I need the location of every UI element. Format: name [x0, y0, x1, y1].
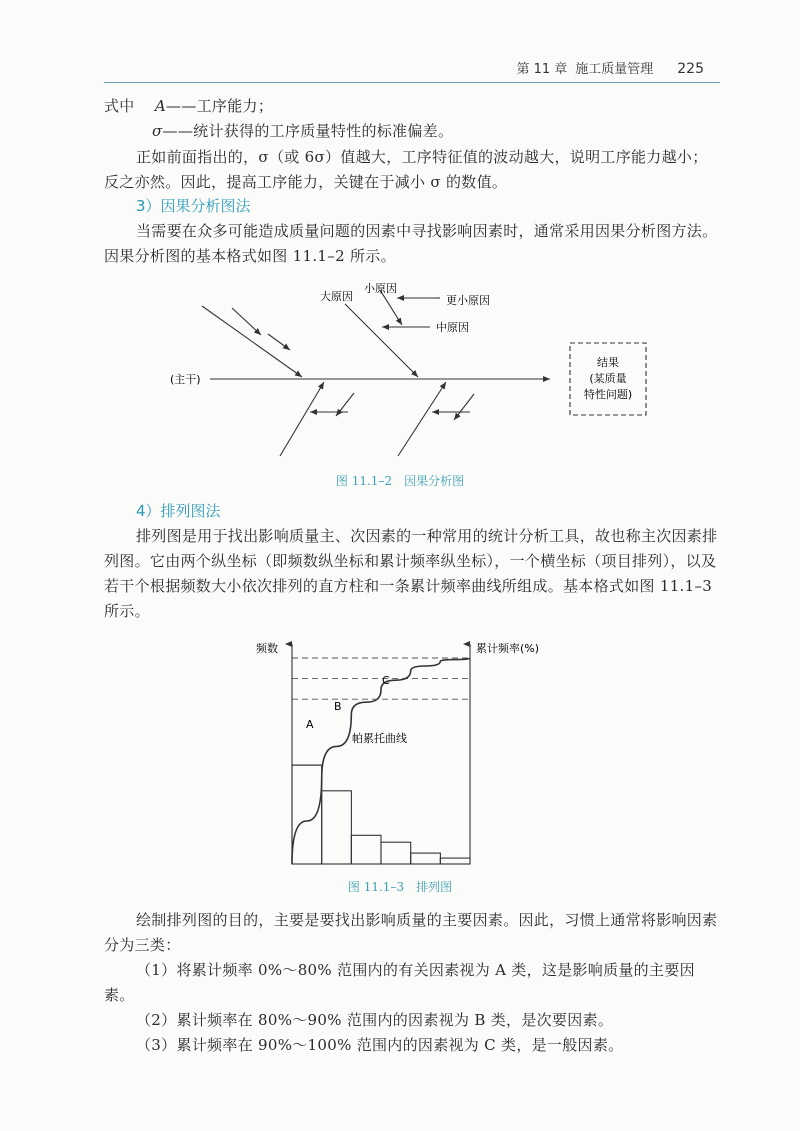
pareto-bar — [411, 853, 441, 864]
chapter-title: 施工质量管理 — [575, 62, 654, 77]
header-rule — [104, 82, 720, 83]
pareto-bar — [440, 858, 470, 864]
pareto-bar — [292, 765, 322, 864]
formula-def-sigma — [152, 119, 712, 144]
bone-sub-small — [380, 290, 402, 325]
chapter-number: 第 11 章 — [516, 62, 568, 77]
figure-caption-fishbone: 图 11.1–2 因果分析图 — [335, 474, 465, 488]
label-mid-cause: 中原因 — [436, 321, 469, 334]
formula-var-sigma: σ — [152, 122, 163, 140]
page-number: 225 — [677, 61, 704, 77]
formula-var-a: A — [154, 97, 167, 115]
curve-label: 帕累托曲线 — [352, 732, 407, 745]
pareto-curve — [292, 658, 470, 864]
pareto-bar — [351, 835, 381, 864]
paragraph-3: 排列图是用于找出影响质量主、次因素的一种常用的统计分析工具，故也称主次因素排列图。它由两个纵坐标（即频数纵坐标和累计频率纵坐标），一个横坐标（项目排列），以及若干个根据频数大小依次排列的直方柱和一条累计频率曲线所组成。基本格式如图 11.1–3 所示。 — [104, 527, 718, 620]
result-line-3: 特性问题) — [583, 388, 633, 401]
label-smaller-cause: 更小原因 — [446, 294, 490, 307]
label-small-cause: 小原因 — [364, 282, 397, 295]
pareto-bar — [322, 791, 352, 864]
bone-sub-lower-right-2 — [454, 394, 474, 420]
paragraph-2: 当需要在众多可能造成质量问题的因素中寻找影响因素时，通常采用因果分析图方法。因果分析图的基本格式如图 11.1–2 所示。 — [104, 222, 718, 265]
pareto-chart — [250, 632, 550, 872]
pareto-bar — [381, 842, 411, 864]
zone-label-b: B — [334, 700, 342, 713]
section-heading-3: 3）因果分析图法 — [136, 197, 251, 215]
bone-lower-left — [280, 382, 324, 456]
paragraph-4: 绘制排列图的目的，主要是要找出影响质量的主要因素。因此，习惯上通常将影响因素分为三类： — [104, 911, 718, 954]
list-item-2: （2）累计频率在 80%～90% 范围内的因素视为 B 类，是次要因素。 — [136, 1011, 614, 1029]
zone-label-a: A — [306, 718, 314, 731]
zone-label-c: C — [382, 674, 390, 687]
y-right-label: 累计频率(%) — [476, 642, 540, 655]
y-left-label: 频数 — [256, 642, 278, 655]
section-heading-4: 4）排列图法 — [136, 502, 221, 520]
list-item-1: （1）将累计频率 0%～80% 范围内的有关因素视为 A 类，这是影响质量的主要因素。 — [104, 961, 695, 1004]
bone-lower-right — [398, 382, 446, 456]
bone-upper-left — [202, 306, 302, 377]
fishbone-diagram — [150, 278, 670, 468]
paragraph-1: 正如前面指出的，σ（或 6σ）值越大，工序特征值的波动越大，说明工序能力越小；反之亦然。因此，提高工序能力，关键在于减小 σ 的数值。 — [104, 148, 708, 191]
label-big-cause: 大原因 — [320, 290, 353, 303]
formula-prefix: 式中 — [104, 97, 135, 115]
figure-caption-pareto: 图 11.1–3 排列图 — [347, 880, 453, 894]
formula-text-sigma: ——统计获得的工序质量特性的标准偏差。 — [162, 122, 454, 140]
list-item-3: （3）累计频率在 90%～100% 范围内的因素视为 C 类，是一般因素。 — [136, 1036, 624, 1054]
result-line-2: (某质量 — [589, 372, 627, 385]
result-line-1: 结果 — [597, 356, 619, 369]
bone-sub-upper-left-2 — [268, 334, 290, 350]
formula-text-a: ——工序能力； — [166, 97, 274, 115]
bone-upper-right — [345, 304, 418, 377]
label-trunk: (主干) — [170, 373, 201, 386]
formula-def-a — [104, 94, 720, 119]
page-header — [516, 58, 704, 77]
